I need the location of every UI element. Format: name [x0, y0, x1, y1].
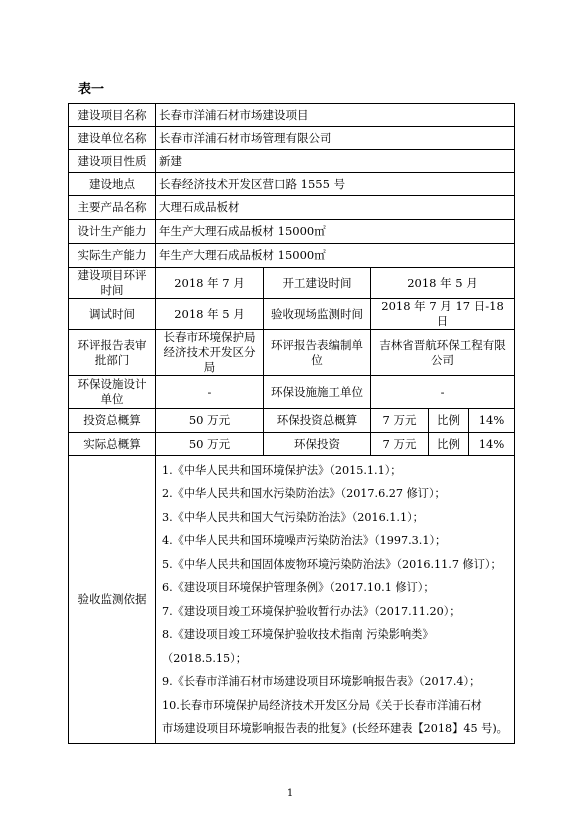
env-invest-label: 环保投资 [264, 433, 371, 456]
actual-value: 50 万元 [156, 433, 264, 456]
basis-item: 4.《中华人民共和国环境噪声污染防治法》（1997.3.1）； [162, 534, 447, 547]
basis-item: 5.《中华人民共和国固体废物环境污染防治法》（2016.11.7 修订）； [162, 557, 502, 571]
facility-design-value: - [156, 376, 264, 409]
actual-ratio-label: 比例 [429, 433, 469, 456]
product-label: 主要产品名称 [69, 196, 156, 220]
basis-item: 3.《中华人民共和国大气污染防治法》（2016.1.1）； [162, 510, 424, 524]
actual-ratio-value: 14% [469, 433, 515, 456]
monitor-time-value: 2018 年 7 月 17 日-18 日 [371, 299, 515, 330]
unit-name-value: 长春市洋浦石材市场管理有限公司 [156, 127, 515, 150]
env-invest-value: 7 万元 [371, 433, 429, 456]
page-number: 1 [286, 788, 294, 799]
row-facility [69, 376, 515, 409]
basis-label: 验收监测依据 [69, 456, 156, 744]
nature-label: 建设项目性质 [69, 150, 156, 173]
start-time-label: 开工建设时间 [264, 268, 371, 299]
debug-time-label: 调试时间 [69, 299, 156, 330]
table-title: 表一 [78, 82, 105, 97]
basis-item: （2018.5.15）； [162, 651, 247, 665]
budget-ratio-value: 14% [469, 409, 515, 433]
compile-value: 吉林省晋航环保工程有限公司 [371, 330, 515, 376]
basis-item: 6.《建设项目环境保护管理条例》（2017.10.1 修订）； [162, 581, 435, 594]
product-value: 大理石成品板材 [156, 196, 515, 220]
basis-item: 市场建设项目环境影响报告表的批复》(长经环建表【2018】45 号)。 [162, 722, 508, 735]
budget-value: 50 万元 [156, 409, 264, 433]
project-info-table [68, 103, 515, 744]
project-name-label: 建设项目名称 [69, 104, 156, 127]
row-approval [69, 330, 515, 376]
eia-time-label: 建设项目环评时间 [69, 268, 156, 299]
basis-item: 8.《建设项目竣工环境保护验收技术指南 污染影响类》 [162, 628, 434, 641]
basis-list [156, 457, 514, 743]
basis-item: 9.《长春市洋浦石材市场建设项目环境影响报告表》（2017.4）； [162, 675, 481, 688]
approval-label: 环评报告表审批部门 [69, 330, 156, 376]
eia-time-value: 2018 年 7 月 [156, 268, 264, 299]
basis-content [156, 456, 515, 744]
basis-item: 10.长春市环境保护局经济技术开发区分局《关于长春市洋浦石材 [162, 698, 482, 712]
facility-design-label: 环保设施设计单位 [69, 376, 156, 409]
row-actual-capacity [69, 244, 515, 268]
compile-label: 环评报告表编制单位 [264, 330, 371, 376]
row-basis [69, 456, 515, 744]
row-nature [69, 150, 515, 173]
design-capacity-label: 设计生产能力 [69, 220, 156, 244]
budget-ratio-label: 比例 [429, 409, 469, 433]
actual-capacity-label: 实际生产能力 [69, 244, 156, 268]
approval-value: 长春市环境保护局经济技术开发区分局 [156, 330, 264, 376]
row-debug-time [69, 299, 515, 330]
unit-name-label: 建设单位名称 [69, 127, 156, 150]
basis-item: 1.《中华人民共和国环境保护法》（2015.1.1）； [162, 463, 402, 477]
facility-build-label: 环保设施施工单位 [264, 376, 371, 409]
location-label: 建设地点 [69, 173, 156, 196]
row-unit-name [69, 127, 515, 150]
row-design-capacity [69, 220, 515, 244]
env-budget-value: 7 万元 [371, 409, 429, 433]
row-project-name [69, 104, 515, 127]
row-eia-time [69, 268, 515, 299]
row-budget [69, 409, 515, 433]
design-capacity-value: 年生产大理石成品板材 15000㎡ [156, 220, 515, 244]
start-time-value: 2018 年 5 月 [371, 268, 515, 299]
row-actual [69, 433, 515, 456]
env-budget-label: 环保投资总概算 [264, 409, 371, 433]
actual-label: 实际总概算 [69, 433, 156, 456]
basis-item: 7.《建设项目竣工环境保护验收暂行办法》（2017.11.20）； [162, 604, 461, 618]
location-value: 长春经济技术开发区营口路 1555 号 [156, 173, 515, 196]
project-name-value: 长春市洋浦石材市场建设项目 [156, 104, 515, 127]
actual-capacity-value: 年生产大理石成品板材 15000㎡ [156, 244, 515, 268]
row-location [69, 173, 515, 196]
row-product [69, 196, 515, 220]
debug-time-value: 2018 年 5 月 [156, 299, 264, 330]
nature-value: 新建 [156, 150, 515, 173]
basis-item: 2.《中华人民共和国水污染防治法》（2017.6.27 修订）； [162, 487, 446, 500]
budget-label: 投资总概算 [69, 409, 156, 433]
facility-build-value: - [371, 376, 515, 409]
monitor-time-label: 验收现场监测时间 [264, 299, 371, 330]
